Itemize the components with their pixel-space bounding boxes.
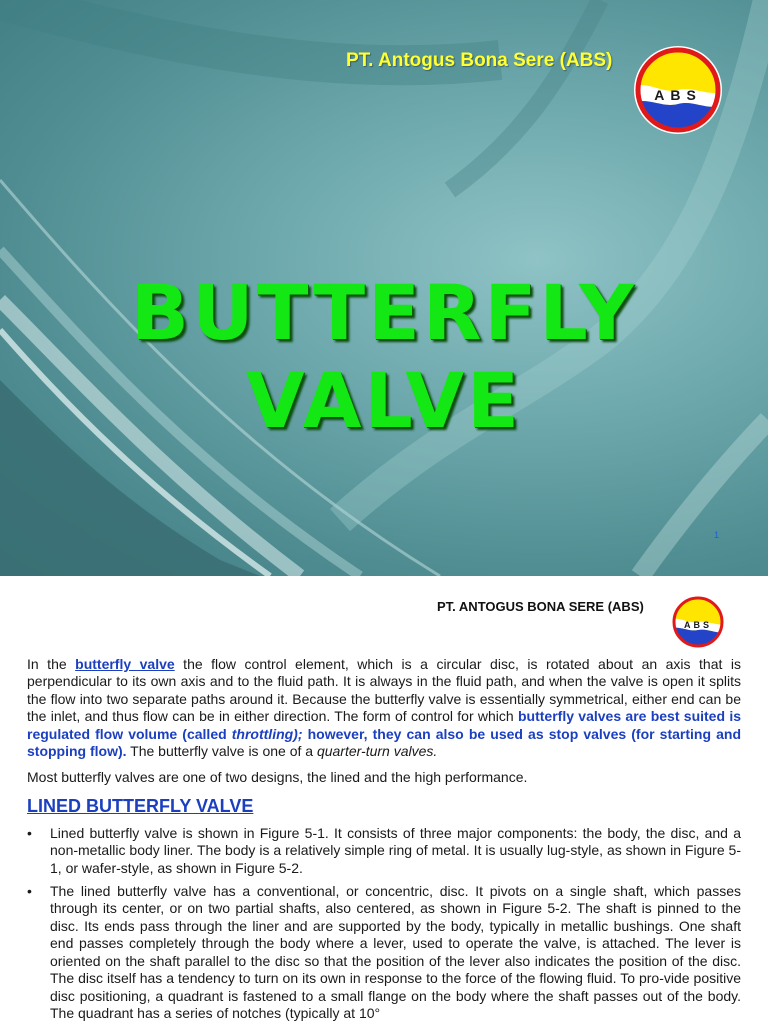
abs-logo [632,44,724,136]
bullet-list [27,825,741,1022]
title-line-2: VALVE [245,356,523,445]
document-page [0,576,768,1024]
bullet-marker: • [27,824,32,841]
section-heading-lined: LINED BUTTERFLY VALVE [27,795,254,816]
title-line-1: BUTTERFLY [130,268,638,357]
intro-paragraph: In the butterfly valve the flow control element, which is a circular disc, is rotated about an axis that is perpendicular to its own axis and to the fluid path. It is always in the fluid path, and when the valve is open it splits the flow into two separate paths around it. Because the butterfly valve is essentially symmetrical, either end can be the inlet, and thus flow can be in either direction. The form of control for which butterfly valves are best suited is regulated flow volume (called throttling); however, they can also be used as stop valves (for starting and stopping flow). The butterfly valve is one of a quarter-turn valves. [27,656,742,760]
butterfly-valve-link[interactable]: butterfly valve [75,656,175,672]
bullet-marker: • [27,883,32,900]
abs-logo-small [670,594,726,650]
designs-sentence: Most butterfly valves are one of two designs, the lined and the high performance. [27,769,528,786]
list-item: • The lined butterfly valve has a conventional, or concentric, disc. It pivots on a single shaft, which passes through its center, or on two partial shafts, also centered, as shown in Figure 5-2. The shaft is pinned to the disc. Its ends pass through the liner and are supported by the body, typically in metallic bushings. One shaft end passes completely through the body where a lever, used to operate the valve, is attached. The lever is oriented on the shaft parallel to the disc so that the position of the lever also indicates the position of the disc. The disc itself has a tendency to turn on its own in response to the force of the flowing fluid. To pro-vide positive disc positioning, a quadrant is fastened to a small flange on the body where the shaft passes out of the body. The quadrant has a series of notches (typically at 10° [27,883,741,1021]
document-body [27,656,741,1028]
slide-number: 1 [714,530,720,540]
logo-text: ABS [654,87,702,103]
logo-text-small: ABS [683,620,713,630]
company-header: PT. ANTOGUS BONA SERE (ABS) [437,599,644,614]
company-name: PT. Antogus Bona Sere (ABS) [346,50,613,71]
list-item: • Lined butterfly valve is shown in Figure 5-1. It consists of three major components: the body, the disc, and a non-metallic body liner. The body is a relatively simple ring of metal. It is usually lug-style, as shown in Figure 5-1, or wafer-style, as shown in Figure 5-2. [27,824,741,876]
